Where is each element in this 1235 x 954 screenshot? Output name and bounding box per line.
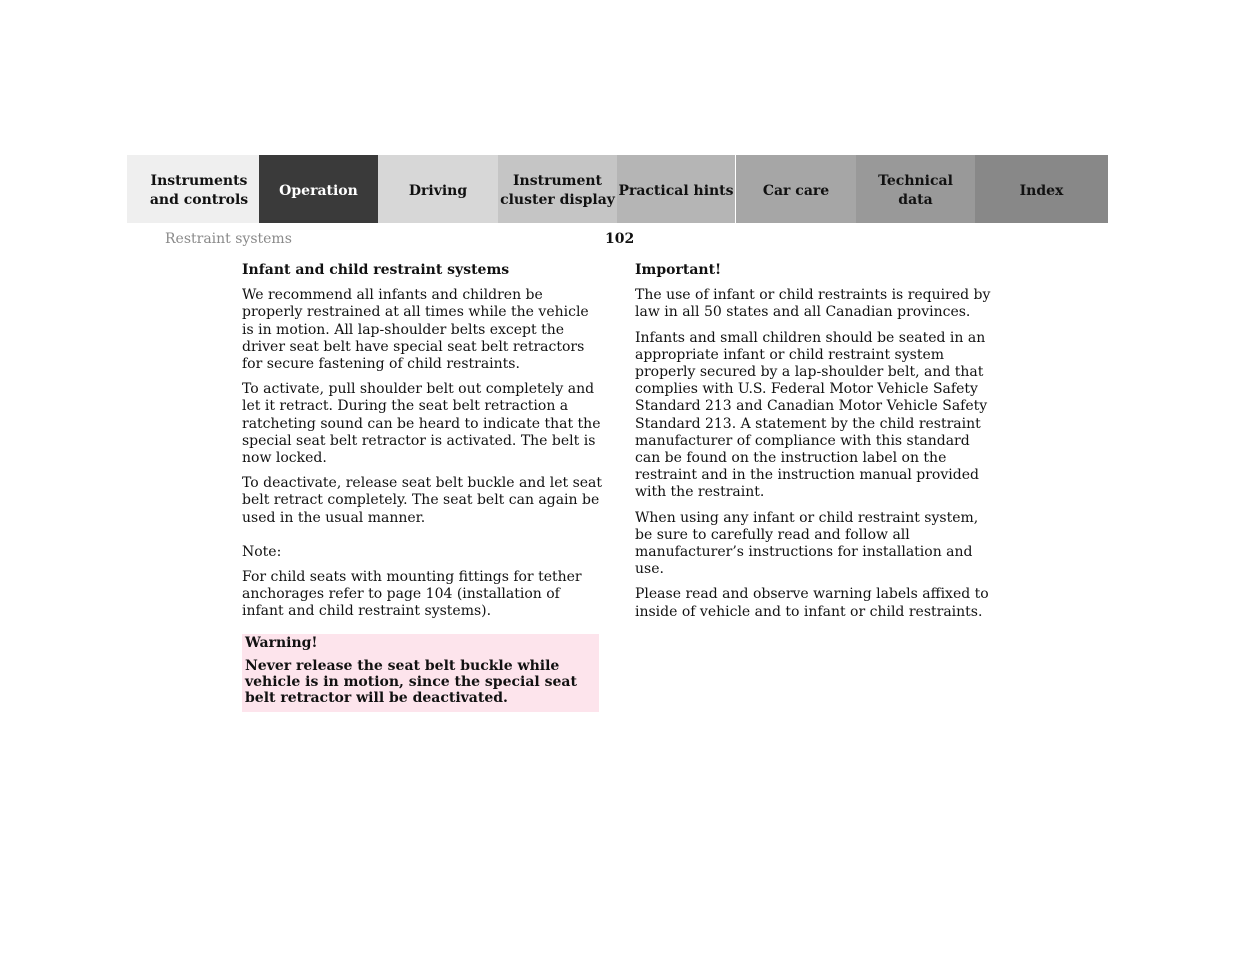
tab-label: Instrument cluster display xyxy=(500,173,615,208)
warning-box xyxy=(242,634,599,712)
note-text: For child seats with mounting fittings for tether anchorages refer to page 104 (installation of infant and child restraint systems). xyxy=(242,569,582,620)
right-column xyxy=(635,262,995,629)
tab-practical-hints[interactable] xyxy=(617,155,736,223)
tab-car-care[interactable] xyxy=(736,155,856,223)
paragraph: When using any infant or child restraint system, be sure to carefully read and follow all manufacturer’s instructions for installation and use. xyxy=(635,509,979,578)
tab-label: Index xyxy=(1019,182,1064,199)
left-column xyxy=(242,262,602,712)
tab-index[interactable] xyxy=(975,155,1108,223)
note-label: Note: xyxy=(242,543,282,560)
tab-label: Instruments and controls xyxy=(149,173,249,208)
paragraph: The use of infant or child restraints is required by law in all 50 states and all Canadian provinces. xyxy=(635,287,991,321)
paragraph: To activate, pull shoulder belt out completely and let it retract. During the seat belt retraction a ratcheting sound can be heard to indicate that the special seat belt retractor is activated. The belt is now locked. xyxy=(242,381,601,467)
important-heading: Important! xyxy=(635,262,722,278)
paragraph: Infants and small children should be seated in an appropriate infant or child restraint system properly secured by a lap-shoulder belt, and that complies with U.S. Federal Motor Vehicle Safety Standard 213 and Canadian Motor Vehicle Safety Standard 213. A statement by the child restraint manufacturer of compliance with this standard can be found on the instruction label on the restraint and in the instruction manual provided with the restraint. xyxy=(635,329,988,501)
tab-technical-data[interactable] xyxy=(856,155,975,223)
warning-text: Never release the seat belt buckle while vehicle is in motion, since the special seat belt retractor will be deactivated. xyxy=(245,657,577,706)
tab-operation[interactable] xyxy=(259,155,378,223)
paragraph: We recommend all infants and children be properly restrained at all times while the vehicle is in motion. All lap-shoulder belts except the driver seat belt have special seat belt retractors for secure fastening of child restraints. xyxy=(242,287,589,373)
tab-driving[interactable] xyxy=(378,155,498,223)
tab-instruments-and-controls[interactable] xyxy=(127,155,259,223)
paragraph: Please read and observe warning labels affixed to inside of vehicle and to infant or child restraints. xyxy=(635,586,989,620)
warning-title: Warning! xyxy=(245,634,318,651)
page-number: 102 xyxy=(605,231,635,247)
chapter-nav xyxy=(127,155,1108,223)
section-title: Restraint systems xyxy=(165,231,292,247)
tab-label: Driving xyxy=(408,182,468,199)
tab-label: Car care xyxy=(762,182,830,199)
paragraph: To deactivate, release seat belt buckle and let seat belt retract completely. The seat belt can again be used in the usual manner. xyxy=(242,475,603,526)
tab-label: Operation xyxy=(279,182,358,199)
section-heading: Infant and child restraint systems xyxy=(242,262,510,278)
tab-label: Practical hints xyxy=(618,182,734,199)
tab-instrument-cluster-display[interactable] xyxy=(498,155,617,223)
tab-label: Technical data xyxy=(878,173,953,208)
